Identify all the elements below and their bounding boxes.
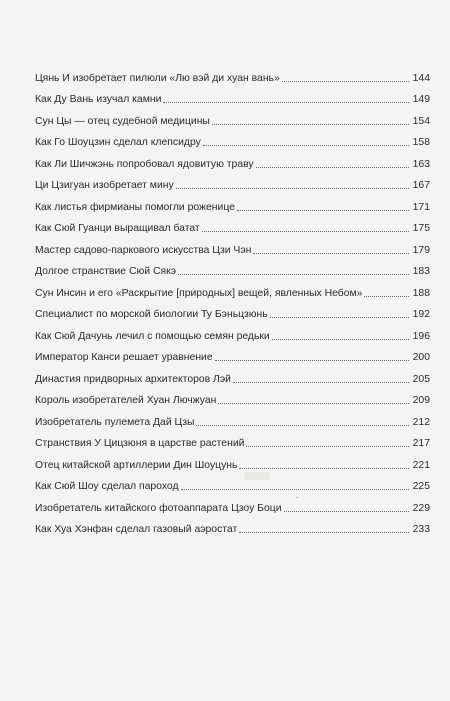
dot-leader (272, 338, 409, 340)
toc-entry-title: Странствия У Цицзюня в царстве растений (35, 438, 245, 449)
toc-entry-title: Династия придворных архитекторов Лэй (35, 373, 231, 385)
dot-leader (284, 510, 409, 512)
dot-leader (176, 187, 409, 189)
toc-entry-title: Как Ду Вань изучал камни (35, 94, 162, 105)
toc-entry-page: 158 (412, 137, 430, 148)
toc-entry (35, 278, 430, 300)
toc-entry-title: Как Го Шоуцзин сделал клепсидру (35, 137, 201, 148)
toc-entry (35, 257, 430, 279)
toc-entry-page: 221 (412, 459, 430, 471)
toc-entry (35, 214, 430, 236)
toc-entry (35, 85, 430, 107)
toc-entry-page: 175 (412, 223, 430, 234)
toc-entry (35, 343, 430, 365)
paper-smudge (244, 472, 270, 480)
toc-entry (35, 128, 430, 150)
toc-entry (35, 106, 430, 128)
dot-leader (202, 230, 409, 232)
toc-entry-title: Император Канси решает уравнение (35, 352, 213, 363)
toc-entry-title: Долгое странствие Сюй Сякэ (35, 266, 177, 277)
toc-entry-title: Изобретатель китайского фотоаппарата Цзоу Боци (35, 502, 282, 514)
toc-entry-page: 179 (412, 244, 430, 256)
toc-entry (35, 321, 430, 343)
dot-leader (215, 359, 409, 361)
toc-entry-title: Отец китайской артиллерии Дин Шоуцунь (35, 459, 238, 471)
toc-entry-page: 144 (412, 72, 430, 84)
toc-entry-page: 209 (412, 395, 430, 406)
toc-entry (35, 149, 430, 171)
dot-leader (282, 80, 409, 82)
toc-entry (35, 472, 430, 494)
dot-leader (246, 445, 409, 447)
dot-leader (239, 531, 409, 533)
toc-entry-page: 225 (412, 481, 430, 492)
toc-entry (35, 192, 430, 214)
toc-entry-title: Цянь И изобретает пилюли «Лю вэй ди хуан вань» (35, 72, 280, 84)
toc-entry-page: 212 (412, 416, 430, 428)
toc-entry-page: 217 (412, 438, 430, 449)
toc-entry (35, 300, 430, 322)
toc-entry-title: Ци Цзигуан изобретает мину (35, 180, 174, 191)
toc-entry-page: 233 (412, 524, 430, 535)
toc-entry (35, 364, 430, 386)
toc-entry-page: 229 (412, 502, 430, 514)
paper-speck (296, 497, 299, 498)
toc-entry-title: Изобретатель пулемета Дай Цзы (35, 416, 195, 428)
dot-leader (237, 209, 409, 211)
toc-entry-title: Сун Цы — отец судебной медицины (35, 115, 210, 127)
dot-leader (218, 402, 409, 404)
dot-leader (239, 467, 409, 469)
dot-leader (196, 424, 409, 426)
toc-entry-title: Сун Инсин и его «Раскрытие [природных] вещей, явленных Небом» (35, 287, 363, 299)
dot-leader (233, 381, 409, 383)
dot-leader (256, 166, 409, 168)
toc-entry-title: Мастер садово-паркового искусства Цзи Чэн (35, 244, 252, 256)
toc-entry-page: 183 (412, 266, 430, 277)
toc-entry-title: Король изобретателей Хуан Лючжуан (35, 395, 217, 406)
toc-entry (35, 63, 430, 85)
table-of-contents (35, 63, 430, 536)
toc-entry (35, 386, 430, 408)
toc-entry-page: 149 (412, 94, 430, 105)
dot-leader (212, 123, 409, 125)
toc-entry-page: 192 (412, 309, 430, 320)
toc-entry (35, 407, 430, 429)
dot-leader (181, 488, 409, 490)
toc-entry (35, 171, 430, 193)
toc-entry-page: 200 (412, 352, 430, 363)
dot-leader (253, 252, 409, 254)
toc-entry (35, 450, 430, 472)
toc-entry (35, 515, 430, 537)
toc-entry-page: 205 (412, 373, 430, 385)
toc-entry-page: 196 (412, 330, 430, 342)
toc-entry-page: 154 (412, 115, 430, 127)
toc-entry (35, 493, 430, 515)
toc-entry-page: 167 (412, 180, 430, 191)
toc-entry-title: Как Сюй Дачунь лечил с помощью семян редьки (35, 330, 270, 342)
dot-leader (163, 101, 409, 103)
dot-leader (178, 273, 409, 275)
toc-entry-title: Как листья фирмианы помогли роженице (35, 201, 235, 213)
toc-entry-title: Специалист по морской биологии Ту Бэньцзюнь (35, 309, 268, 320)
toc-entry-title: Как Хуа Хэнфан сделал газовый аэростат (35, 524, 238, 535)
dot-leader (203, 144, 409, 146)
toc-entry-title: Как Сюй Гуанци выращивал батат (35, 223, 200, 234)
toc-entry-page: 163 (412, 158, 430, 170)
toc-entry-title: Как Ли Шичжэнь попробовал ядовитую траву (35, 158, 254, 170)
toc-entry-title: Как Сюй Шоу сделал пароход (35, 481, 179, 492)
toc-entry (35, 235, 430, 257)
toc-entry-page: 188 (412, 287, 430, 299)
dot-leader (364, 295, 409, 297)
dot-leader (270, 316, 409, 318)
toc-entry (35, 429, 430, 451)
toc-entry-page: 171 (412, 201, 430, 213)
